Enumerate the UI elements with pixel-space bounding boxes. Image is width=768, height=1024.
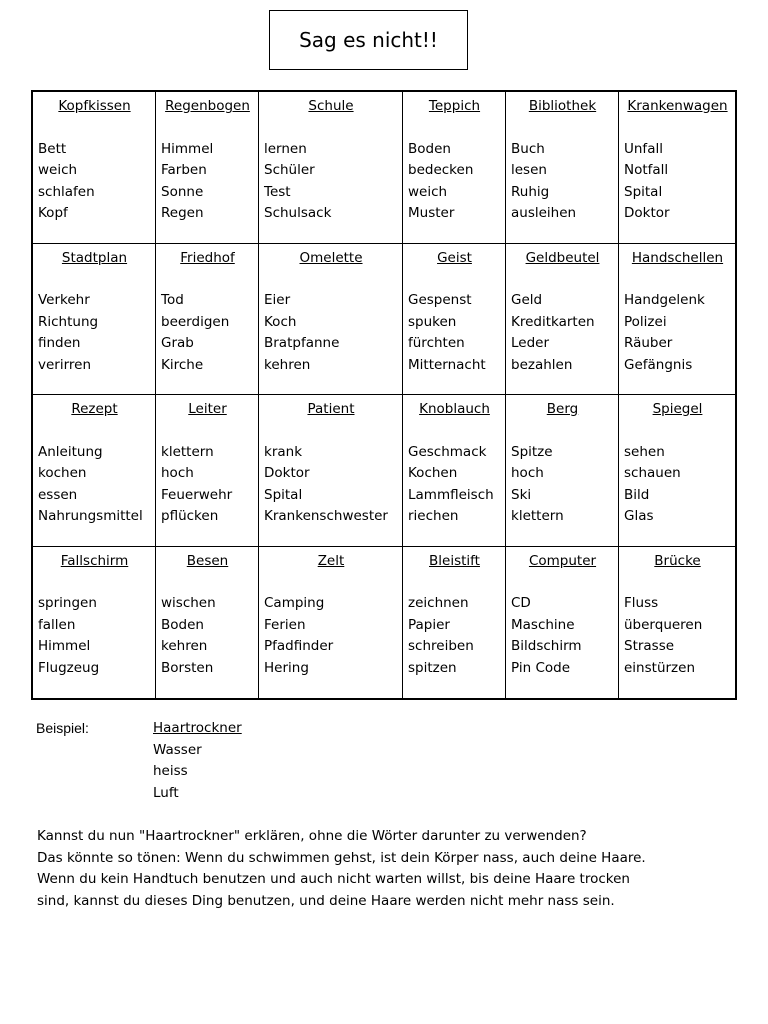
card-hint: überqueren (624, 616, 703, 633)
explanation-line: Das könnte so tönen: Wenn du schwimmen gehst, ist dein Körper nass, auch deine Haare. (37, 849, 646, 866)
explanation-line: Kannst du nun "Haartrockner" erklären, ohne die Wörter darunter zu verwenden? (37, 828, 587, 844)
card-hint: klettern (161, 443, 214, 460)
page-title: Sag es nicht!! (299, 28, 438, 52)
word-card (156, 244, 259, 396)
card-hint: Kirche (161, 356, 204, 373)
card-hint: Hering (264, 659, 309, 676)
example-word: Haartrockner (153, 720, 242, 736)
card-hint: einstürzen (624, 659, 695, 676)
card-hint: Doktor (264, 465, 310, 482)
card-word: Computer (528, 552, 597, 569)
card-hint: Koch (264, 313, 297, 330)
card-word: Geldbeutel (525, 249, 600, 266)
card-word: Omelette (299, 249, 363, 266)
card-hint: schreiben (408, 638, 474, 655)
explanation-text (37, 826, 737, 912)
card-hint: Eier (264, 292, 291, 309)
card-hint: Boden (408, 140, 451, 157)
example-hint: Wasser (153, 741, 202, 758)
card-word: Patient (307, 401, 355, 417)
word-card (259, 547, 403, 699)
card-word: Stadtplan (61, 249, 128, 266)
card-hint: fallen (38, 616, 76, 633)
card-hint: finden (38, 335, 81, 352)
card-hint: kehren (161, 638, 208, 655)
card-hint: hoch (161, 465, 194, 482)
card-hint: Bild (624, 486, 650, 503)
explanation-line: sind, kannst du dieses Ding benutzen, und deine Haare werden nicht mehr nass sein. (37, 892, 615, 909)
card-hint: Ruhig (511, 183, 550, 200)
card-word: Berg (546, 401, 579, 417)
card-hint: spitzen (408, 659, 457, 676)
card-word: Besen (186, 552, 229, 569)
card-hint: Himmel (161, 140, 214, 157)
card-hint: Spitze (511, 443, 553, 460)
word-card (619, 547, 735, 699)
card-hint: Kopf (38, 205, 68, 222)
card-hint: Camping (264, 595, 325, 612)
card-hint: Leder (511, 335, 550, 352)
card-hint: bezahlen (511, 356, 573, 373)
card-hint: Buch (511, 140, 545, 157)
card-hint: Bildschirm (511, 638, 582, 655)
card-hint: bedecken (408, 162, 474, 179)
card-hint: Gespenst (408, 292, 472, 309)
card-hint: Muster (408, 205, 455, 222)
card-hint: Spital (264, 486, 303, 503)
card-hint: Notfall (624, 162, 669, 179)
card-hint: Flugzeug (38, 659, 100, 676)
card-hint: Nahrungsmittel (38, 508, 143, 525)
word-card (506, 244, 619, 396)
card-word: Teppich (428, 98, 481, 114)
card-hint: verirren (38, 356, 92, 373)
card-hint: Unfall (624, 140, 663, 157)
card-word: Fallschirm (60, 552, 129, 569)
card-hint: Maschine (511, 616, 575, 633)
card-hint: Farben (161, 162, 207, 179)
card-word: Knoblauch (419, 401, 490, 417)
card-word: Zelt (317, 552, 345, 569)
word-card (403, 244, 506, 396)
word-card (403, 92, 506, 244)
word-card (259, 395, 403, 547)
card-hint: lesen (511, 162, 547, 179)
card-hint: schauen (624, 465, 681, 482)
card-hint: riechen (408, 508, 459, 525)
card-hint: Ferien (264, 616, 306, 633)
word-card (259, 244, 403, 396)
example-hint: heiss (153, 763, 188, 780)
card-word: Kopfkissen (58, 98, 131, 114)
card-hint: beerdigen (161, 313, 230, 330)
card-hint: Geld (511, 292, 543, 309)
card-hint: Gefängnis (624, 356, 693, 373)
word-card-grid (31, 90, 737, 700)
card-hint: Spital (624, 183, 663, 200)
card-hint: Krankenschwester (264, 508, 388, 525)
card-word: Rezept (71, 401, 118, 417)
card-hint: Regen (161, 205, 204, 222)
card-hint: kochen (38, 465, 87, 482)
example-words (153, 718, 353, 804)
card-hint: Pin Code (511, 659, 571, 676)
card-hint: Strasse (624, 638, 675, 655)
card-hint: lernen (264, 140, 307, 157)
card-hint: Tod (161, 292, 184, 309)
card-word: Handschellen (631, 249, 724, 266)
card-hint: Papier (408, 616, 450, 633)
card-word: Spiegel (652, 401, 703, 417)
card-word: Schule (308, 98, 354, 114)
word-card (619, 244, 735, 396)
word-card (156, 92, 259, 244)
word-card (506, 395, 619, 547)
word-card (619, 395, 735, 547)
card-hint: schlafen (38, 183, 95, 200)
card-hint: Geschmack (408, 443, 487, 460)
card-hint: Mitternacht (408, 356, 486, 373)
word-card (403, 547, 506, 699)
word-card (506, 92, 619, 244)
card-hint: Feuerwehr (161, 486, 233, 503)
card-word: Brücke (654, 552, 701, 569)
card-hint: weich (408, 183, 448, 200)
card-hint: Richtung (38, 313, 99, 330)
card-word: Geist (437, 249, 472, 266)
example-label: Beispiel: (36, 720, 89, 736)
card-word: Friedhof (180, 249, 235, 266)
card-hint: Handgelenk (624, 292, 705, 309)
card-hint: Sonne (161, 183, 204, 200)
word-card (156, 547, 259, 699)
card-hint: sehen (624, 443, 665, 460)
card-hint: CD (511, 595, 531, 612)
card-hint: Räuber (624, 335, 673, 352)
card-hint: Polizei (624, 313, 667, 330)
word-card (33, 92, 156, 244)
card-hint: Himmel (38, 638, 91, 655)
card-hint: Fluss (624, 595, 659, 612)
explanation-line: Wenn du kein Handtuch benutzen und auch nicht warten willst, bis deine Haare trocken (37, 871, 630, 888)
card-hint: weich (38, 162, 78, 179)
card-word: Krankenwagen (627, 98, 728, 114)
card-word: Regenbogen (165, 98, 250, 114)
card-hint: essen (38, 486, 78, 503)
word-card (619, 92, 735, 244)
word-card (156, 395, 259, 547)
card-hint: Bett (38, 140, 67, 157)
card-hint: ausleihen (511, 205, 577, 222)
word-card (259, 92, 403, 244)
card-hint: spuken (408, 313, 457, 330)
card-hint: kehren (264, 356, 311, 373)
card-hint: klettern (511, 508, 564, 525)
card-hint: Schulsack (264, 205, 332, 222)
card-hint: Boden (161, 616, 204, 633)
card-hint: Borsten (161, 659, 214, 676)
word-card (33, 244, 156, 396)
card-hint: springen (38, 595, 97, 612)
card-word: Bleistift (429, 552, 480, 569)
card-hint: Anleitung (38, 443, 103, 460)
card-hint: Glas (624, 508, 654, 525)
word-card (403, 395, 506, 547)
card-hint: wischen (161, 595, 216, 612)
card-hint: Kochen (408, 465, 458, 482)
card-hint: Lammfleisch (408, 486, 494, 503)
card-hint: Schüler (264, 162, 315, 179)
card-word: Leiter (188, 401, 227, 417)
word-card (33, 547, 156, 699)
card-hint: Pfadfinder (264, 638, 334, 655)
card-hint: zeichnen (408, 595, 469, 612)
word-card (506, 547, 619, 699)
word-card (33, 395, 156, 547)
example-hint: Luft (153, 784, 179, 801)
card-hint: Doktor (624, 205, 670, 222)
card-hint: Verkehr (38, 292, 90, 309)
card-hint: krank (264, 443, 303, 460)
title-box (269, 10, 468, 70)
card-hint: Ski (511, 486, 532, 503)
card-hint: pflücken (161, 508, 219, 525)
card-hint: hoch (511, 465, 544, 482)
card-word: Bibliothek (528, 98, 597, 114)
card-hint: fürchten (408, 335, 465, 352)
card-hint: Kreditkarten (511, 313, 595, 330)
card-hint: Grab (161, 335, 194, 352)
card-hint: Bratpfanne (264, 335, 340, 352)
card-hint: Test (264, 183, 291, 200)
